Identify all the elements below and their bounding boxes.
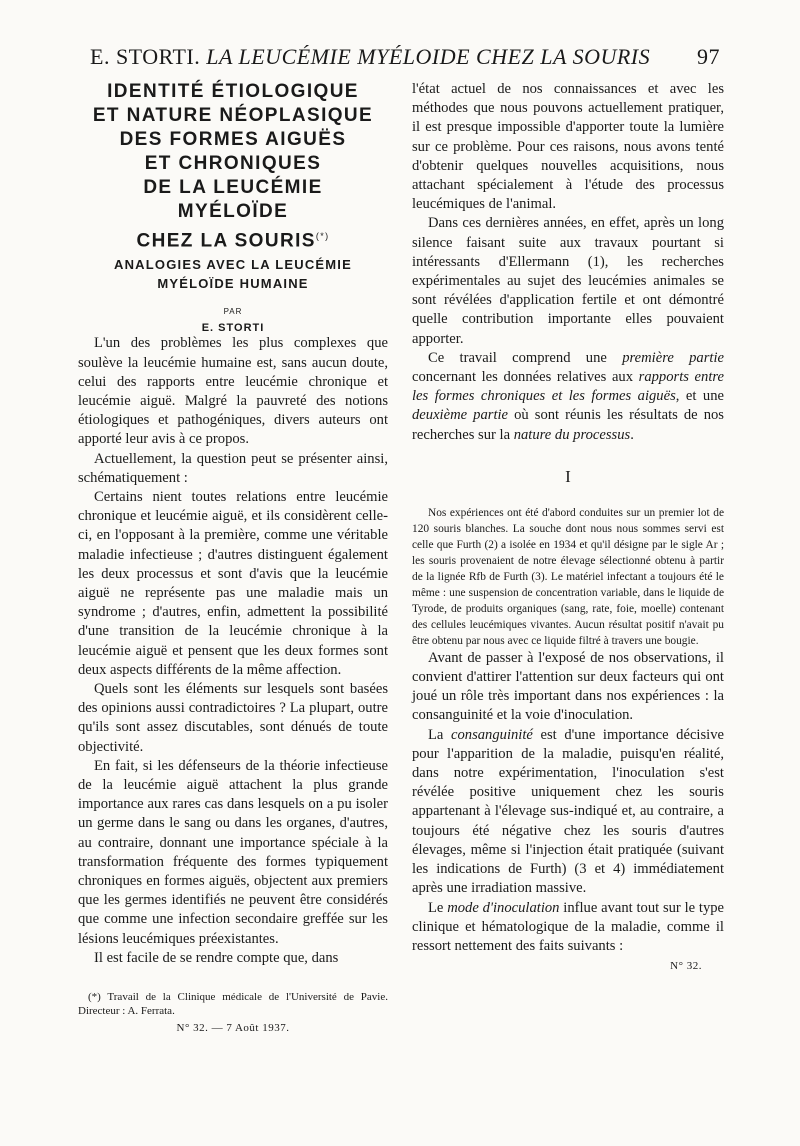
inoculation-emphasis: mode d'inoculation <box>447 899 560 916</box>
article-title-block <box>78 80 388 334</box>
inoculation-paragraph <box>412 899 724 957</box>
plan-text: Ce travail comprend une <box>428 349 623 366</box>
body-paragraph: Certains nient toutes relations entre leucémie chronique et leucémie aiguë, et ils considèrent celle-ci, en l'opposant à la première, comme une véritable maladie infectieuse ; d'autres distinguent également les deux processus et sont d'avis que la leucémie aiguë ne représente pas une maladie mais un syndrome ; d'autres, enfin, admettent la possibilité d'une transition de la leucémie chronique à la leucémie aiguë et pensent que les deux formes sont deux aspects différents de la même affection. <box>78 488 388 678</box>
section-number: I <box>565 466 571 486</box>
article-title-last: CHEZ LA SOURIS <box>136 230 316 252</box>
body-paragraph: Actuellement, la question peut se présenter ainsi, schématiquement : <box>78 450 388 486</box>
article-title-line <box>78 224 388 253</box>
plan-text: , et une <box>675 388 724 405</box>
body-paragraph: Quels sont les éléments sur lesquels sont basées des opinions aussi contradictoires ? La plupart, outre qu'ils sont assez discutables, sont dénués de toute objectivité. <box>78 680 388 755</box>
issue-number: N° 32. <box>670 960 702 973</box>
article-subtitle-line: ANALOGIES AVEC LA LEUCÉMIE <box>113 257 352 273</box>
inoculation-text: influe avant tout sur le type clinique et hématologique de la maladie, comme il ressort nettement des faits suivants : <box>412 899 725 954</box>
consanguinity-paragraph <box>412 726 724 899</box>
small-print-paragraph: Nos expériences ont été d'abord conduites sur un premier lot de 120 souris blanches. La souche dont nous nous sommes servi est celle que Furth (2) a isolée en 1934 et qu'il désigne par le sigle Ar ; les souris provenaient de notre élevage sélectionné obtenu à partir de la lignée Rfb de Furth (3). Le matériel infectant a toujours été le même : une suspension de concentration variable, dans le liquide de Tyrode, de produits organiques (sang, rate, foie, moelle) contenant des cellules leucémiques vivantes. Aucun résultat positif n'avait pu être obtenu par nous avec ce liquide filtré à travers une bougie. <box>412 506 724 647</box>
body-paragraph: Il est facile de se rendre compte que, dans <box>94 949 339 966</box>
article-subtitle-line: MYÉLOÏDE HUMAINE <box>157 276 309 292</box>
article-title-line: ET CHRONIQUES <box>144 153 322 174</box>
consanguinity-text: La <box>428 726 451 743</box>
article-title-line: DE LA LEUCÉMIE <box>143 177 323 198</box>
footnote-marker: (*) <box>315 231 330 241</box>
par-label: PAR <box>223 307 243 317</box>
body-paragraph: l'état actuel de nos connaissances et avec les méthodes que nous pouvons actuellement pratiquer, il est presque impossible d'apporter toute la lumière sur ce problème. Pour ces raisons, nous avons tenté d'obtenir quelques nouvelles acquisitions, nous attachant spécialement à l'étude des processus leucémiques de l'animal. <box>412 81 724 213</box>
running-head <box>90 44 720 76</box>
consanguinity-text: est d'une importance décisive pour l'apparition de la maladie, puisqu'en réalité, dans notre expérimentation, l'inoculation s'est révélée positive uniquement chez les souris appartenant à l'élevage sus-indiqué et, au contraire, a toujours été négative chez les souris d'autres élevages, même si l'injection était pratiquée (suivant les indications de Furth) (3 et 4) immédiatement après une irradiation massive. <box>412 726 724 897</box>
plan-text: concernant les données relatives aux <box>412 369 639 386</box>
left-column <box>78 80 388 1034</box>
running-head-author: E. STORTI. <box>90 44 201 69</box>
inoculation-text: Le <box>428 899 448 916</box>
plan-emphasis: première partie <box>622 349 724 366</box>
article-author: E. STORTI <box>201 322 265 335</box>
running-head-title: LA LEUCÉMIE MYÉLOIDE CHEZ LA SOURIS <box>206 44 651 69</box>
footnote: (*) Travail de la Clinique médicale de l'Université de Pavie. Directeur : A. Ferrata. <box>78 991 388 1018</box>
body-paragraph: L'un des problèmes les plus complexes que soulève la leucémie humaine est, sans aucun doute, celui des rapports entre leucémie chronique et leucémie aiguë. Malgré la pauvreté des notions étiologiques et pathogéniques, divers auteurs ont apporté leur avis à ce propos. <box>78 335 388 448</box>
plan-emphasis: deuxième partie <box>412 407 509 424</box>
body-paragraph: Avant de passer à l'exposé de nos observations, il convient d'attirer l'attention sur deux facteurs qui ont joué un rôle très important dans nos expériences : la consanguinité et la voie d'inoculation. <box>412 649 724 724</box>
page-number: 97 <box>697 44 720 69</box>
body-paragraph: Dans ces dernières années, en effet, après un long silence faisant suite aux travaux pourtant si intéressants d'Ellermann (1), les recherches expérimentales au sujet des leucémies animales se sont révélées d'application fertile et ont démontré quelle contribution importante elles pouvaient apporter. <box>412 215 724 347</box>
plan-emphasis: rapports entre les formes chroniques et les formes aiguës <box>412 369 724 405</box>
consanguinity-emphasis: consanguinité <box>451 726 533 743</box>
plan-text: . <box>630 426 634 443</box>
issue-date: N° 32. — 7 Août 1937. <box>176 1022 290 1035</box>
plan-text: où sont réunis les résultats de nos recherches sur la <box>412 407 724 443</box>
article-title-line: IDENTITÉ ÉTIOLOGIQUE <box>107 81 359 102</box>
article-title-line: DES FORMES AIGUËS <box>119 129 347 150</box>
plan-emphasis: nature du processus <box>513 426 631 443</box>
article-title-line: MYÉLOÏDE <box>177 201 289 222</box>
body-paragraph: En fait, si les défenseurs de la théorie infectieuse de la leucémie aiguë attachent la plus grande importance aux rares cas dans lesquels on a pu isoler un germe dans le sang ou dans les organes, d'autres, au contraire, donnant une importance spéciale à la transformation fréquente des formes typiquement chroniques en formes aiguës, objectent aux premiers que les germes identifiés ne peuvent être considérés que comme une infection secondaire greffée sur les lésions leucémiques préexistantes. <box>78 757 388 947</box>
right-column <box>412 80 724 972</box>
article-title-line: ET NATURE NÉOPLASIQUE <box>92 105 374 126</box>
plan-paragraph <box>412 349 724 445</box>
